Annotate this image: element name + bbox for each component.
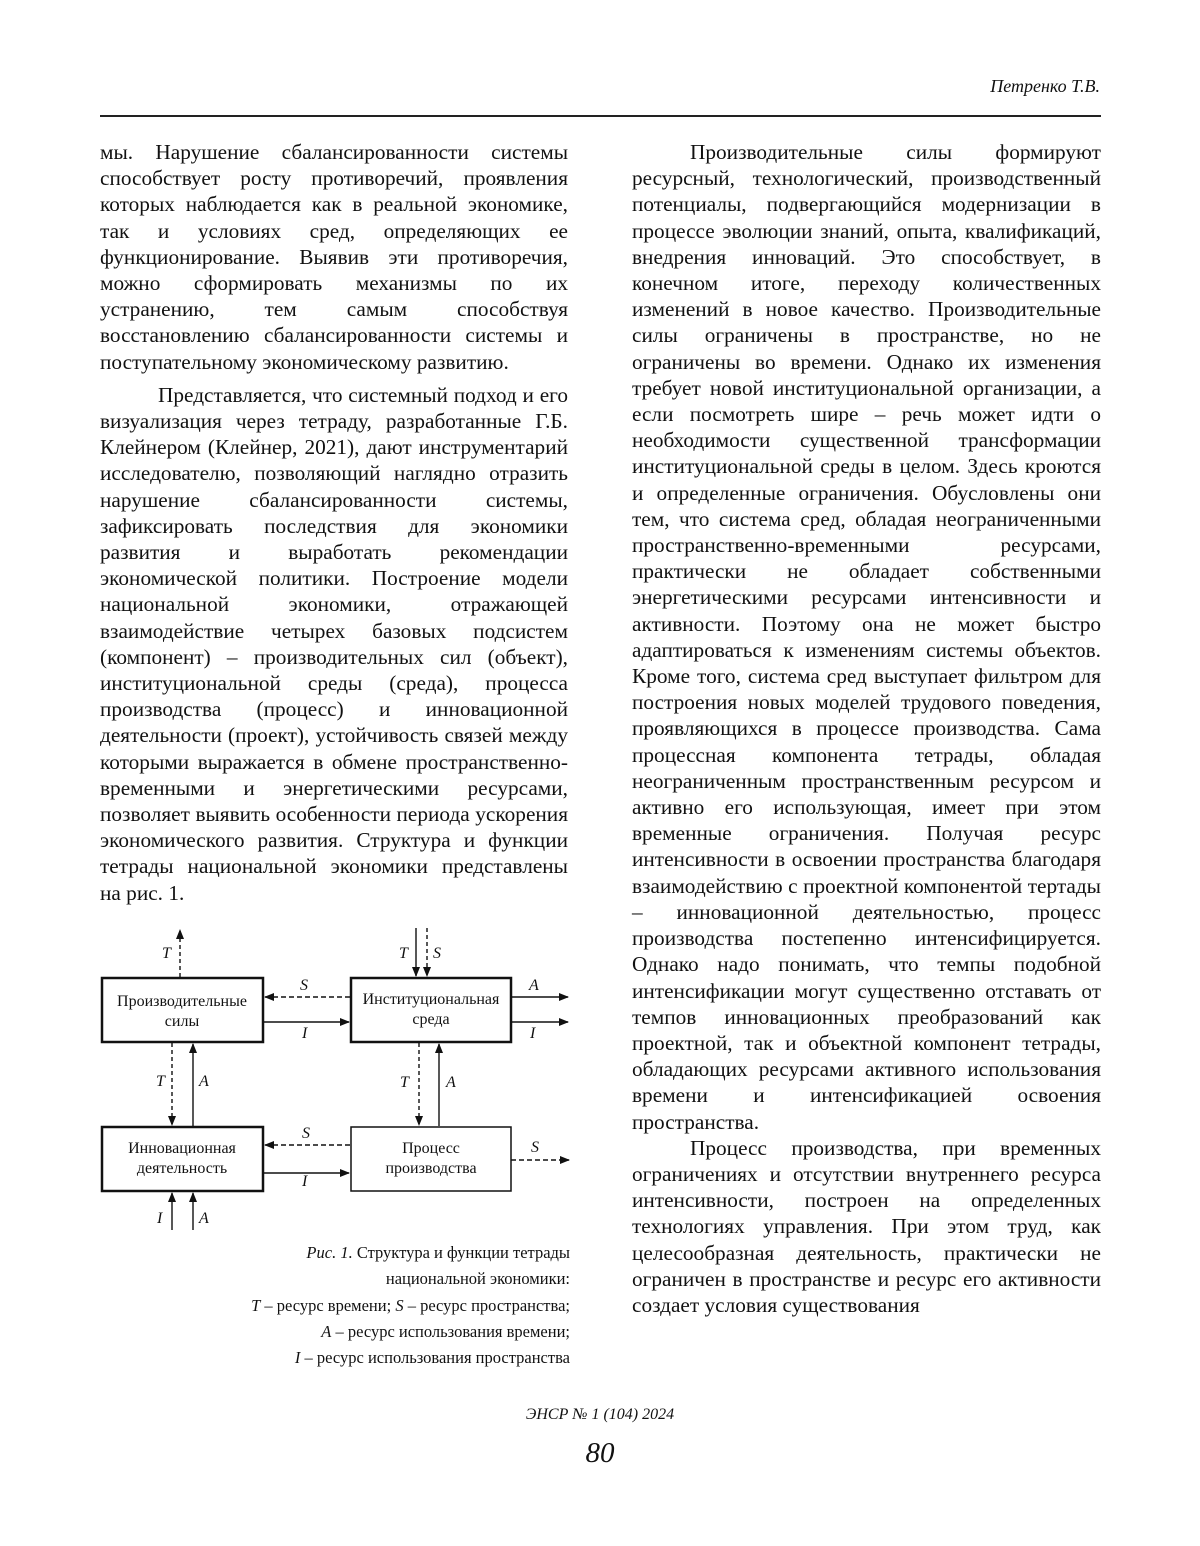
caption-line-5 bbox=[100, 1345, 570, 1371]
caption-title-part1: Структура и функции тетрады bbox=[356, 1243, 570, 1262]
label-S-bottom-right-out: S bbox=[531, 1139, 539, 1156]
caption-T-desc: – ресурс времени; bbox=[264, 1295, 392, 1315]
label-A-right: A bbox=[446, 1074, 456, 1091]
running-header-author: Петренко Т.В. bbox=[990, 76, 1100, 96]
label-I-bottom-left: I bbox=[157, 1210, 163, 1227]
label-T-right: T bbox=[400, 1074, 409, 1091]
caption-figure-number: Рис. 1. bbox=[306, 1243, 353, 1262]
caption-line-2: национальной экономики: bbox=[385, 1269, 570, 1289]
caption-line-4 bbox=[100, 1319, 570, 1345]
box-institutional-line2: среда bbox=[412, 1011, 450, 1028]
box-production-line2: производства bbox=[385, 1160, 477, 1177]
figure-caption bbox=[100, 1240, 570, 1371]
caption-symbol-A: A bbox=[321, 1321, 332, 1341]
label-T-left: T bbox=[156, 1073, 165, 1090]
box-institutional-environment bbox=[351, 978, 511, 1042]
box-productive-forces-line2: силы bbox=[164, 1013, 200, 1030]
box-innovation-activity bbox=[102, 1127, 263, 1191]
right-paragraph-1: Производительные силы формируют ресурсный, технологический, производственный потенциалы, подвергающийся модернизации в процессе эволюции знаний, опыта, квалификаций, внедрения инноваций. Это способствует, в конечном итоге, переходу количественных изменений в новое качество. Производительные силы ограничены в пространстве, но не ограничены во времени. Однако их изменения требует новой институциональной организации, а если посмотреть шире – речь может идти о необходимости существенной трансформации институциональной среды в целом. Здесь кроются и определенные ограничения. Обусловлены они тем, что система сред, обладая неограниченными пространственно-временными ресурсами, практически не обладает собственными энергетическими ресурсами интенсивности и активности. Поэтому она не может быстро адаптироваться к изменениям системы объектов. Кроме того, система сред выступает фильтром для построения новых моделей трудового поведения, проявляющихся в процессе производства. Сама процессная компонента тетрады, обладая неограниченным пространственным ресурсом и активно его использующая, имеет при этом временные ограничения. Получая ресурс интенсивности в освоении пространства благодаря взаимодействию с проектной компонентой тертады – инновационной деятельностью, процесс производства постепенно интенсифицируется. Однако надо понимать, что темпы подобной интенсификации могут существенно отставать от темпов инновационных преобразований как проектной, так и объектной компонент тетрады, обладающих ресурсами активного использования времени и интенсификацией освоения пространства. bbox=[632, 140, 1101, 1134]
label-T-top-left: T bbox=[162, 945, 171, 962]
label-I-top-right-out: I bbox=[530, 1025, 536, 1042]
label-S-top-middle: S bbox=[300, 977, 308, 994]
tetrad-diagram bbox=[100, 920, 580, 1240]
box-productive-forces bbox=[102, 978, 263, 1042]
label-T-top-right: T bbox=[399, 945, 408, 962]
caption-I-desc: – ресурс использования пространства bbox=[304, 1348, 570, 1368]
box-innovation-line2: деятельность bbox=[136, 1160, 228, 1177]
label-I-bottom-middle: I bbox=[302, 1173, 308, 1190]
caption-line-3 bbox=[100, 1293, 570, 1319]
label-A-top-right-out: A bbox=[529, 977, 539, 994]
caption-symbol-T: T bbox=[251, 1295, 261, 1315]
box-innovation-line1: Инновационная bbox=[128, 1140, 236, 1157]
label-A-left: A bbox=[199, 1073, 209, 1090]
tetrad-figure bbox=[100, 920, 580, 1240]
left-paragraph-1: мы. Нарушение сбалансированности системы способствует росту противоречий, проявления которых наблюдается как в реальной экономике, так и условиях сред, определяющих ее функционирование. Выявив эти противоречия, можно сформировать механизмы по их устранению, тем самым способствуя восстановлению сбалансированности системы и поступательному экономическому развитию. bbox=[100, 140, 568, 374]
box-production-line1: Процесс bbox=[402, 1140, 460, 1157]
left-paragraph-2: Представляется, что системный подход и его визуализация через тетраду, разработанные Г.Б. Клейнером (Клейнер, 2021), дают инструментарий исследователю, позволяющий наглядно отразить нарушение сбалансированности системы, зафиксировать последствия для экономики развития и выработать рекомендации экономической политики. Построение модели национальной экономики, отражающей взаимодействие четырех базовых подсистем (компонент) – производительных сил (объект), институциональной среды (среда), процесса производства (процесс) и инновационной деятельности (проект), устойчивость связей между которыми выражается в обмене пространственно-временными и энергетическими ресурсами, позволяет выявить особенности периода ускорения экономического развития. Структура и функции тетрады национальной экономики представлены на рис. 1. bbox=[100, 382, 568, 905]
caption-A-desc: – ресурс использования времени; bbox=[335, 1321, 570, 1341]
label-I-top-middle: I bbox=[302, 1025, 308, 1042]
box-institutional-line1: Институциональная bbox=[362, 991, 500, 1008]
caption-S-desc: – ресурс пространства; bbox=[407, 1295, 570, 1315]
label-A-bottom-left: A bbox=[199, 1210, 209, 1227]
right-paragraph-2: Процесс производства, при временных ограничениях и отсутствии внутреннего ресурса интенсивности, построен на определенных технологиях управления. При этом труд, как целесообразная деятельность, практически не ограничен в пространстве и ресурс его активности создает условия существования bbox=[632, 1135, 1101, 1317]
header-rule bbox=[100, 115, 1101, 117]
caption-line-1 bbox=[100, 1240, 570, 1266]
page-number: 80 bbox=[585, 1437, 615, 1469]
left-column bbox=[100, 139, 568, 906]
right-column bbox=[632, 139, 1101, 1318]
box-production-process bbox=[351, 1127, 511, 1191]
label-S-bottom-middle: S bbox=[302, 1125, 310, 1142]
box-productive-forces-line1: Производительные bbox=[117, 993, 247, 1010]
caption-symbol-I: I bbox=[294, 1348, 301, 1368]
caption-symbol-S: S bbox=[395, 1295, 404, 1315]
label-S-top-right: S bbox=[433, 945, 441, 962]
footer-journal: ЭНСР № 1 (104) 2024 bbox=[525, 1406, 675, 1423]
